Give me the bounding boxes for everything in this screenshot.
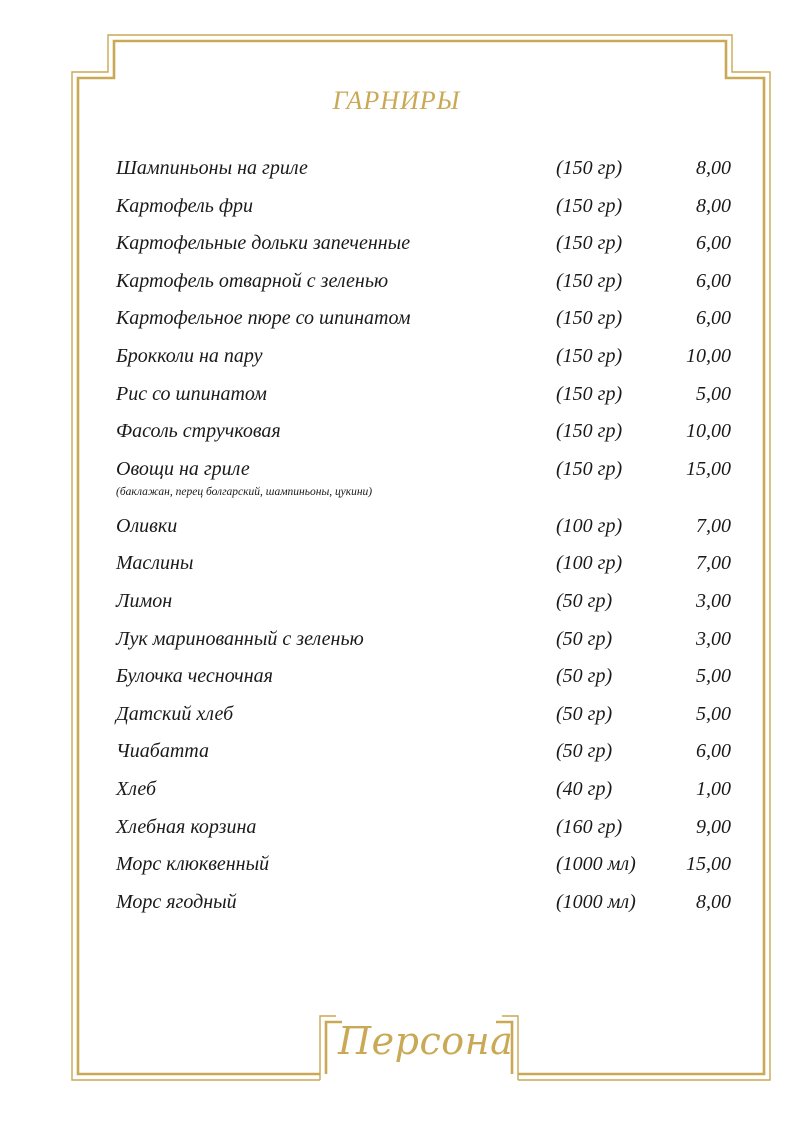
menu-item [116, 740, 736, 778]
item-name: Шампиньоны на гриле [116, 157, 308, 179]
item-name: Лимон [116, 589, 173, 612]
menu-list [116, 157, 736, 928]
item-portion: (50 гр) [556, 702, 613, 725]
menu-item [116, 270, 736, 308]
item-name: Морс клюквенный [116, 853, 270, 876]
item-name: Картофельные дольки запеченные [116, 232, 411, 255]
item-name: Фасоль стручковая [116, 420, 281, 443]
item-name: Брокколи на пару [116, 344, 263, 367]
item-name: Хлеб [116, 777, 157, 800]
menu-item [116, 853, 736, 891]
menu-item [116, 345, 736, 383]
item-portion: (100 гр) [556, 514, 623, 537]
item-name: Рис со шпинатом [116, 382, 267, 405]
item-portion: (150 гр) [556, 457, 623, 480]
menu-item [116, 552, 736, 590]
item-price: 7,00 [696, 552, 731, 575]
item-price: 15,00 [686, 853, 731, 876]
menu-item [116, 232, 736, 270]
menu-item [116, 778, 736, 816]
item-price: 1,00 [696, 777, 731, 800]
item-price: 9,00 [696, 815, 731, 838]
item-name: Лук маринованный с зеленью [116, 627, 364, 650]
persona-logo [338, 1006, 514, 1076]
item-price: 15,00 [686, 457, 731, 480]
menu-item [116, 703, 736, 741]
item-price: 5,00 [696, 665, 731, 688]
item-price: 6,00 [696, 232, 731, 255]
item-portion: (1000 мл) [556, 890, 636, 913]
menu-item [116, 891, 736, 929]
item-portion: (150 гр) [556, 420, 623, 443]
item-name: Хлебная корзина [116, 815, 257, 838]
menu-item [116, 458, 736, 515]
item-price: 6,00 [696, 269, 731, 292]
item-name: Овощи на гриле [116, 457, 250, 480]
menu-item [116, 157, 736, 195]
item-price: 5,00 [696, 382, 731, 405]
item-name: Маслины [116, 552, 194, 575]
item-portion: (50 гр) [556, 665, 613, 688]
item-price: 6,00 [696, 307, 731, 330]
item-name: Чиабатта [116, 740, 209, 763]
item-price: 5,00 [696, 702, 731, 725]
item-price: 10,00 [686, 420, 731, 443]
menu-item [116, 816, 736, 854]
menu-item [116, 590, 736, 628]
item-price: 3,00 [696, 589, 731, 612]
item-portion: (50 гр) [556, 589, 613, 612]
menu-item [116, 195, 736, 233]
item-portion: (1000 мл) [556, 853, 636, 876]
item-name: Оливки [116, 514, 178, 537]
item-price: 7,00 [696, 514, 731, 537]
item-price: 6,00 [696, 740, 731, 763]
item-name: Картофель фри [116, 194, 254, 217]
item-price: 3,00 [696, 627, 731, 650]
item-portion: (150 гр) [556, 232, 623, 255]
item-portion: (150 гр) [556, 344, 623, 367]
item-portion: (50 гр) [556, 627, 613, 650]
menu-item [116, 383, 736, 421]
item-name: Картофельное пюре со шпинатом [116, 307, 411, 330]
item-price: 8,00 [696, 194, 731, 217]
logo-text: Персона [338, 1019, 514, 1063]
page-title: ГАРНИРЫ [332, 86, 461, 115]
item-name: Морс ягодный [116, 890, 237, 913]
item-portion: (150 гр) [556, 307, 623, 330]
item-portion: (160 гр) [556, 815, 623, 838]
item-price: 8,00 [696, 157, 731, 179]
item-name: Картофель отварной с зеленью [116, 269, 389, 292]
item-price: 10,00 [686, 344, 731, 367]
item-portion: (150 гр) [556, 269, 623, 292]
item-portion: (150 гр) [556, 382, 623, 405]
item-note: (баклажан, перец болгарский, шампиньоны, цукини) [116, 485, 373, 498]
item-name: Датский хлеб [116, 702, 234, 725]
item-price: 8,00 [696, 890, 731, 913]
item-portion: (100 гр) [556, 552, 623, 575]
menu-item [116, 628, 736, 666]
menu-item [116, 515, 736, 553]
menu-item [116, 420, 736, 458]
item-portion: (150 гр) [556, 194, 623, 217]
item-name: Булочка чесночная [116, 665, 273, 688]
menu-item [116, 307, 736, 345]
item-portion: (40 гр) [556, 777, 613, 800]
item-portion: (50 гр) [556, 740, 613, 763]
item-portion: (150 гр) [556, 157, 623, 179]
menu-item [116, 665, 736, 703]
